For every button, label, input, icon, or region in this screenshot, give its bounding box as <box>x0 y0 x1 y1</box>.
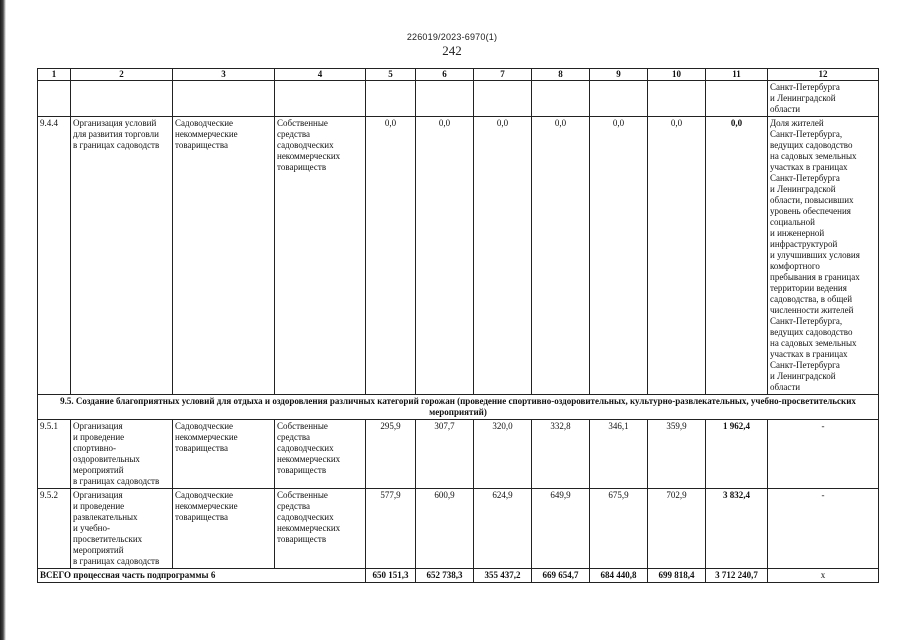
activity-name: Организация и проведение спортивно- оздоровительных мероприятий в границах садоводств <box>71 420 173 489</box>
year-value: 0,0 <box>590 117 648 395</box>
indicator-cell: Доля жителей Санкт-Петербурга, ведущих садоводство на садовых земельных участках в границах Санкт-Петербурга и Ленинградской области, повысивших уровень обеспечения социальной и инженерной инфраструктурой и улучшивших условия комфортного пребывания в границах территории ведения садоводства, в общей численности жителей Санкт-Петербурга, ведущих садоводство на садовых земельных участках в границах Санкт-Петербурга и Ленинградской области <box>768 117 879 395</box>
indicator-cell: - <box>768 420 879 489</box>
program-table <box>37 68 879 583</box>
year-value: 295,9 <box>366 420 416 489</box>
year-value: 0,0 <box>648 117 706 395</box>
table-row-9-5-1 <box>38 420 879 489</box>
year-value: 0,0 <box>532 117 590 395</box>
empty-cell <box>474 81 532 117</box>
executor: Садоводческие некоммерческие товарищества <box>173 489 275 569</box>
row-code: 9.5.1 <box>38 420 71 489</box>
indicator-cell: Санкт-Петербурга и Ленинградской области <box>768 81 879 117</box>
column-number: 12 <box>768 69 879 81</box>
empty-cell <box>590 81 648 117</box>
total-year-value: 652 738,3 <box>416 569 474 583</box>
funding-source: Собственные средства садоводческих некоммерческих товариществ <box>275 420 366 489</box>
empty-cell <box>416 81 474 117</box>
activity-name: Организация условий для развития торговли в границах садоводств <box>71 117 173 395</box>
page-number: 242 <box>442 43 462 58</box>
table-row-9-4-4 <box>38 117 879 395</box>
empty-cell <box>648 81 706 117</box>
executor: Садоводческие некоммерческие товарищества <box>173 420 275 489</box>
year-value: 359,9 <box>648 420 706 489</box>
grand-total: 3 712 240,7 <box>706 569 768 583</box>
empty-cell <box>38 81 71 117</box>
column-number: 4 <box>275 69 366 81</box>
column-number: 10 <box>648 69 706 81</box>
year-value: 649,9 <box>532 489 590 569</box>
year-value: 346,1 <box>590 420 648 489</box>
empty-cell <box>71 81 173 117</box>
year-value: 702,9 <box>648 489 706 569</box>
year-value: 577,9 <box>366 489 416 569</box>
section-title: 9.5. Создание благоприятных условий для отдыха и оздоровления различных категорий горожан (проведение спортивно-оздоровительных, культурно-развлекательных, учебно-просветительских мероприятий) <box>38 395 879 420</box>
activity-name: Организация и проведение развлекательных и учебно- просветительских мероприятий в границах садоводств <box>71 489 173 569</box>
total-year-value: 355 437,2 <box>474 569 532 583</box>
column-number: 2 <box>71 69 173 81</box>
empty-cell <box>706 81 768 117</box>
column-number: 1 <box>38 69 71 81</box>
empty-cell <box>532 81 590 117</box>
table-row-continuation <box>38 81 879 117</box>
year-value: 675,9 <box>590 489 648 569</box>
year-value: 320,0 <box>474 420 532 489</box>
funding-source: Собственные средства садоводческих некоммерческих товариществ <box>275 117 366 395</box>
executor: Садоводческие некоммерческие товарищества <box>173 117 275 395</box>
total-indicator: х <box>768 569 879 583</box>
total-year-value: 684 440,8 <box>590 569 648 583</box>
year-value: 0,0 <box>474 117 532 395</box>
column-number: 8 <box>532 69 590 81</box>
column-number: 5 <box>366 69 416 81</box>
document-reg-number: 226019/2023-6970(1) <box>406 32 498 42</box>
funding-source: Собственные средства садоводческих некоммерческих товариществ <box>275 489 366 569</box>
column-number: 9 <box>590 69 648 81</box>
row-total: 1 962,4 <box>706 420 768 489</box>
year-value: 0,0 <box>366 117 416 395</box>
total-year-value: 669 654,7 <box>532 569 590 583</box>
year-value: 0,0 <box>416 117 474 395</box>
year-value: 307,7 <box>416 420 474 489</box>
indicator-cell: - <box>768 489 879 569</box>
total-label: ВСЕГО процессная часть подпрограммы 6 <box>38 569 366 583</box>
row-code: 9.5.2 <box>38 489 71 569</box>
total-year-value: 650 151,3 <box>366 569 416 583</box>
table-row-9-5-2 <box>38 489 879 569</box>
year-value: 600,9 <box>416 489 474 569</box>
empty-cell <box>275 81 366 117</box>
column-number-row <box>38 69 879 81</box>
column-number: 3 <box>173 69 275 81</box>
row-code: 9.4.4 <box>38 117 71 395</box>
column-number: 7 <box>474 69 532 81</box>
column-number: 11 <box>706 69 768 81</box>
year-value: 624,9 <box>474 489 532 569</box>
empty-cell <box>366 81 416 117</box>
column-number: 6 <box>416 69 474 81</box>
scan-edge <box>0 0 6 640</box>
year-value: 332,8 <box>532 420 590 489</box>
row-total: 3 832,4 <box>706 489 768 569</box>
row-total: 0,0 <box>706 117 768 395</box>
table-row-total <box>38 569 879 583</box>
total-year-value: 699 818,4 <box>648 569 706 583</box>
empty-cell <box>173 81 275 117</box>
section-row-9-5 <box>38 395 879 420</box>
